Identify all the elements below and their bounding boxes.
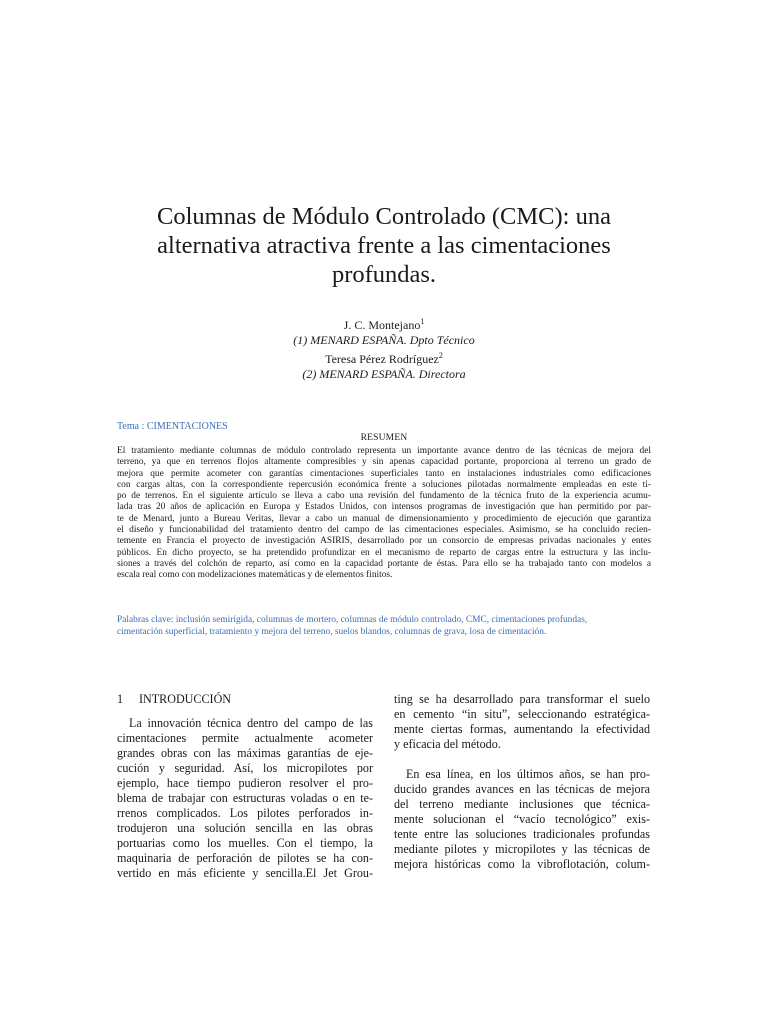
abstract-line: el diseño y funcionabilidad del tratamiento dentro del campo de las cimentaciones especiales. Asimismo, se ha concluido recien-	[117, 525, 651, 536]
affiliation-2: (2) MENARD ESPAÑA. Directora	[302, 367, 466, 381]
body-line: mente ciertas formas, aumentando la efectividad	[394, 722, 650, 736]
body-line: vertido en más eficiente y sencilla.El Jet Grou-	[117, 866, 373, 880]
body-line: ejemplo, hace tiempo pudieron resolver el pro-	[117, 776, 373, 790]
body-line: blema de trabajar con estructuras voladas o en te-	[117, 791, 373, 805]
body-line: La innovación técnica dentro del campo de las	[129, 716, 373, 730]
body-line: y eficacia del método.	[394, 737, 501, 751]
section-title: INTRODUCCIÓN	[139, 692, 232, 706]
abstract-line: públicos. En dicho proyecto, se ha pretendido profundizar en el mecanismo de reparto de cargas entre la estructura y las inclu-	[117, 547, 651, 558]
body-line: portuarias como los muelles. Con el tiempo, la	[117, 836, 373, 850]
body-line: ducido grandes avances en las técnicas de mejora	[394, 782, 650, 796]
title-line: alternativa atractiva frente a las cimentaciones	[157, 232, 611, 259]
affiliation-1: (1) MENARD ESPAÑA. Dpto Técnico	[293, 333, 475, 347]
author-superscript: 1	[420, 317, 425, 326]
body-line: tente entre las soluciones tradicionales profundas	[394, 827, 650, 841]
body-line: maquinaria de perforación de pilotes se ha con-	[117, 851, 373, 865]
body-column-left	[117, 692, 373, 881]
keywords-line: cimentación superficial, tratamiento y mejora del terreno, suelos blandos, columnas de grava, losa de cimentación.	[117, 626, 547, 637]
abstract-line: po de terrenos. En el siguiente artículo se lleva a cabo una revisión del fundamento de la técnica fruto de la experiencia acumu-	[117, 491, 651, 502]
abstract-line: El tratamiento mediante columnas de módulo controlado representa un importante avance dentro de las técnicas de mejora del	[117, 446, 651, 456]
author-2	[0, 352, 768, 367]
abstract-line: mejora que permite acometer con garantías cimentaciones superficiales tanto en instalaciones industriales como edificaciones	[117, 468, 651, 479]
body-line: rrenos complicados. Los pilotes perforados in-	[117, 806, 373, 820]
body-line: mente solucionan el “vacío tecnológico” exis-	[394, 812, 650, 826]
keywords-line: Palabras clave: inclusión semirígida, columnas de mortero, columnas de módulo controlado, CMC, cimentaciones profundas,	[117, 615, 588, 625]
title-line: profundas.	[331, 261, 437, 288]
abstract-body	[117, 446, 651, 582]
author-name: J. C. Montejano	[343, 318, 421, 332]
title-line: Columnas de Módulo Controlado (CMC): una	[157, 203, 611, 230]
body-line: mediante pilotes y micropilotes y las técnicas de	[394, 842, 650, 856]
abstract-line: terreno, ya que en terrenos flojos altamente compresibles y sin apenas capacidad portante, proporciona al terreno un grado de	[117, 457, 651, 468]
body-column-right	[394, 692, 650, 872]
body-line: grandes obras con las máximas garantías de eje-	[117, 746, 373, 760]
abstract-line: con cargas altas, con la correspondiente repercusión económica frente a soluciones pilotadas normalmente empleadas en este ti-	[117, 479, 651, 490]
author-name: Teresa Pérez Rodríguez	[325, 352, 439, 366]
abstract-line: temente en Francia el proyecto de investigación ASIRIS, desarrollado por un consorcio de empresas privadas nacionales y entes	[117, 536, 651, 547]
body-line: cimentaciones permite actualmente acometer	[117, 731, 373, 745]
body-line: En esa línea, en los últimos años, se han pro-	[406, 767, 650, 781]
paragraph-gap	[394, 752, 650, 767]
body-line: ting se ha desarrollado para transformar el suelo	[394, 692, 650, 706]
topic-label: Tema : CIMENTACIONES	[117, 421, 228, 432]
abstract-line: te de Menard, junto a Bureau Veritas, llevar a cabo un manual de dimensionamiento y procedimiento de ejecución que garantiza	[117, 513, 651, 524]
body-line: mejora históricas como la vibroflotación, colum-	[394, 857, 650, 871]
author-superscript: 2	[438, 351, 443, 360]
body-line: trodujeron una solución sencilla en las obras	[117, 821, 373, 835]
body-line: del terreno mediante inclusiones que técnica-	[394, 797, 650, 811]
abstract-line: siones a través del colchón de reparto, así como en la capacidad portante de éstas. Para ello se ha trabajado tanto con modelos a	[117, 558, 651, 569]
abstract-heading: RESUMEN	[360, 433, 408, 443]
abstract-line: lada tras 20 años de aplicación en Europa y Estados Unidos, con intensos programas de investigación que han permitido por par-	[117, 502, 651, 513]
author-1	[0, 318, 768, 333]
abstract-line: escala real como con modelizaciones matemáticas y de elementos finitos.	[117, 570, 393, 581]
section-heading	[117, 692, 373, 707]
keywords	[117, 615, 662, 638]
body-line: en cemento “in situ”, seleccionando estratégica-	[394, 707, 650, 721]
body-line: cución y seguridad. Así, los micropilotes por	[117, 761, 373, 775]
section-number: 1	[117, 692, 124, 706]
paper-title	[100, 202, 668, 289]
